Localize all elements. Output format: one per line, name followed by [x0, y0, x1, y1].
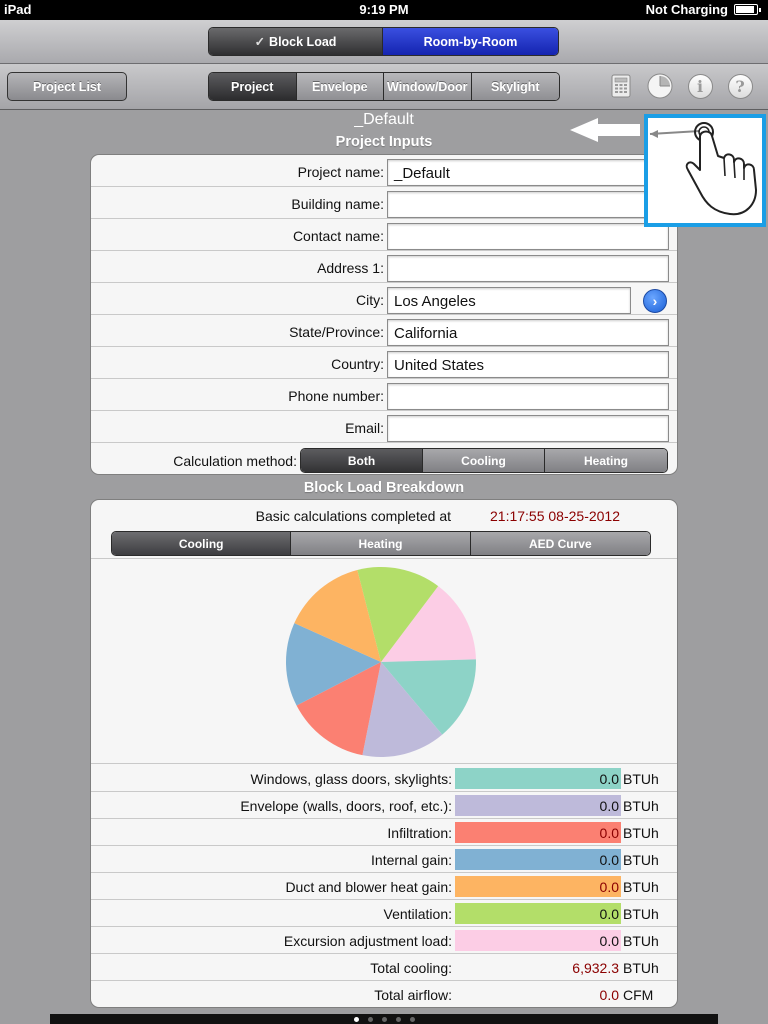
- calc-status-label: Basic calculations completed at: [255, 508, 451, 524]
- field-label: Country:: [331, 356, 384, 372]
- tab-envelope[interactable]: Envelope: [297, 73, 385, 100]
- load-value: 0.0: [599, 771, 619, 787]
- room-by-room-segment[interactable]: Room-by-Room: [383, 28, 558, 55]
- load-label: Envelope (walls, doors, roof, etc.):: [240, 798, 452, 814]
- status-bar: [0, 0, 768, 20]
- page-dot[interactable]: [368, 1017, 373, 1022]
- load-unit: BTUh: [623, 852, 659, 868]
- field-label: Address 1:: [317, 260, 384, 276]
- charging-label: Not Charging: [645, 2, 728, 17]
- calc-method-label: Calculation method:: [173, 453, 297, 469]
- load-value: 0.0: [599, 852, 619, 868]
- chart-tab-aed-curve[interactable]: AED Curve: [471, 532, 650, 555]
- total-cooling-value: 6,932.3: [572, 960, 619, 976]
- load-color-swatch: [455, 795, 621, 816]
- project-inputs-card: [90, 154, 678, 475]
- project-list-button[interactable]: Project List: [7, 72, 127, 101]
- load-value: 0.0: [599, 933, 619, 949]
- tab-project[interactable]: Project: [209, 73, 297, 100]
- field-row-address: [91, 251, 677, 283]
- load-color-swatch: [455, 930, 621, 951]
- load-color-swatch: [455, 768, 621, 789]
- block-load-label: Block Load: [269, 34, 337, 49]
- building-name-input[interactable]: [387, 191, 669, 218]
- calc-status-row: [91, 500, 677, 530]
- field-label: Phone number:: [288, 388, 384, 404]
- page-dot[interactable]: [396, 1017, 401, 1022]
- clock: 9:19 PM: [359, 2, 409, 17]
- load-label: Windows, glass doors, skylights:: [250, 771, 452, 787]
- breakdown-row-duct: [91, 873, 677, 900]
- total-cooling-label: Total cooling:: [370, 960, 452, 976]
- chart-tab-cooling[interactable]: Cooling: [112, 532, 291, 555]
- help-glyph: ?: [728, 74, 753, 99]
- total-cooling-row: [91, 954, 677, 981]
- contact-name-input[interactable]: [387, 223, 669, 250]
- section-tabs: [208, 72, 560, 101]
- block-load-segment[interactable]: [209, 28, 383, 55]
- city-input[interactable]: Los Angeles: [387, 287, 631, 314]
- project-inputs-title: Project Inputs: [335, 134, 433, 150]
- field-label: City:: [356, 292, 384, 308]
- project-title: _Default: [354, 111, 414, 128]
- total-cooling-unit: BTUh: [623, 960, 659, 976]
- calc-method-cooling[interactable]: Cooling: [423, 449, 545, 472]
- chart-type-control: [111, 531, 651, 556]
- total-airflow-unit: CFM: [623, 987, 654, 1003]
- calc-timestamp: 21:17:55 08-25-2012: [490, 508, 620, 524]
- breakdown-row-windows: [91, 765, 677, 792]
- load-color-swatch: [455, 903, 621, 924]
- load-unit: BTUh: [623, 879, 659, 895]
- breakdown-card: [90, 499, 678, 1008]
- state-input[interactable]: California: [387, 319, 669, 346]
- load-unit: BTUh: [623, 933, 659, 949]
- field-row-calc-method: [91, 443, 677, 475]
- breakdown-row-excursion: [91, 927, 677, 954]
- info-glyph: i: [688, 74, 713, 99]
- phone-input[interactable]: [387, 383, 669, 410]
- help-icon[interactable]: [727, 73, 753, 99]
- page-indicator[interactable]: [50, 1014, 718, 1024]
- field-label: Contact name:: [292, 228, 384, 244]
- calc-method-control: [300, 448, 668, 473]
- chart-tab-heating[interactable]: Heating: [291, 532, 470, 555]
- mode-toolbar: [0, 20, 768, 64]
- block-load-breakdown-title: Block Load Breakdown: [303, 480, 465, 496]
- battery-icon: [734, 4, 758, 15]
- load-label: Infiltration:: [387, 825, 452, 841]
- field-label: State/Province:: [289, 324, 384, 340]
- breakdown-row-infiltration: [91, 819, 677, 846]
- swipe-arrow-icon: [570, 116, 642, 144]
- field-row-building-name: [91, 187, 677, 219]
- total-airflow-row: [91, 981, 677, 1008]
- section-toolbar: [0, 64, 768, 110]
- load-label: Ventilation:: [383, 906, 452, 922]
- field-row-email: [91, 411, 677, 443]
- device-name: iPad: [4, 2, 32, 17]
- page-dot[interactable]: [354, 1017, 359, 1022]
- cooling-pie-chart: [91, 558, 677, 764]
- field-row-city: [91, 283, 677, 315]
- mode-segmented-control: [208, 27, 559, 56]
- swipe-hint-panel: [644, 114, 766, 227]
- tab-window-door[interactable]: Window/Door: [384, 73, 472, 100]
- chevron-right-icon: ›: [652, 293, 658, 309]
- field-label: Project name:: [297, 164, 384, 180]
- breakdown-row-envelope: [91, 792, 677, 819]
- page-dot[interactable]: [410, 1017, 415, 1022]
- load-label: Excursion adjustment load:: [283, 933, 452, 949]
- field-label: Building name:: [291, 196, 384, 212]
- pie-chart-svg: [91, 559, 677, 765]
- field-label: Email:: [345, 420, 384, 436]
- load-color-swatch: [455, 876, 621, 897]
- field-row-contact-name: [91, 219, 677, 251]
- email-input[interactable]: [387, 415, 669, 442]
- field-row-state: [91, 315, 677, 347]
- load-label: Internal gain:: [371, 852, 452, 868]
- checkmark-icon: ✓: [254, 35, 266, 49]
- project-name-input[interactable]: _Default: [387, 159, 669, 186]
- tab-skylight[interactable]: Skylight: [472, 73, 560, 100]
- total-airflow-label: Total airflow:: [374, 987, 452, 1003]
- load-value: 0.0: [599, 798, 619, 814]
- info-icon[interactable]: [687, 73, 713, 99]
- load-color-swatch: [455, 822, 621, 843]
- breakdown-row-ventilation: [91, 900, 677, 927]
- city-lookup-button[interactable]: [643, 289, 667, 313]
- load-color-swatch: [455, 849, 621, 870]
- field-row-country: [91, 347, 677, 379]
- page-dot[interactable]: [382, 1017, 387, 1022]
- calc-method-heating[interactable]: Heating: [545, 449, 667, 472]
- country-input[interactable]: United States: [387, 351, 669, 378]
- total-airflow-value: 0.0: [599, 987, 619, 1003]
- field-row-phone: [91, 379, 677, 411]
- load-value: 0.0: [599, 825, 619, 841]
- breakdown-row-internal-gain: [91, 846, 677, 873]
- load-value: 0.0: [599, 906, 619, 922]
- calculator-icon[interactable]: [608, 73, 634, 99]
- field-row-project-name: [91, 155, 677, 187]
- load-unit: BTUh: [623, 771, 659, 787]
- load-label: Duct and blower heat gain:: [285, 879, 452, 895]
- load-unit: BTUh: [623, 906, 659, 922]
- load-value: 0.0: [599, 879, 619, 895]
- load-unit: BTUh: [623, 825, 659, 841]
- address-input[interactable]: [387, 255, 669, 282]
- battery-status: [646, 2, 758, 17]
- swipe-hand-icon: [648, 118, 762, 223]
- calc-method-both[interactable]: Both: [301, 449, 423, 472]
- pie-chart-icon[interactable]: [647, 73, 673, 99]
- load-unit: BTUh: [623, 798, 659, 814]
